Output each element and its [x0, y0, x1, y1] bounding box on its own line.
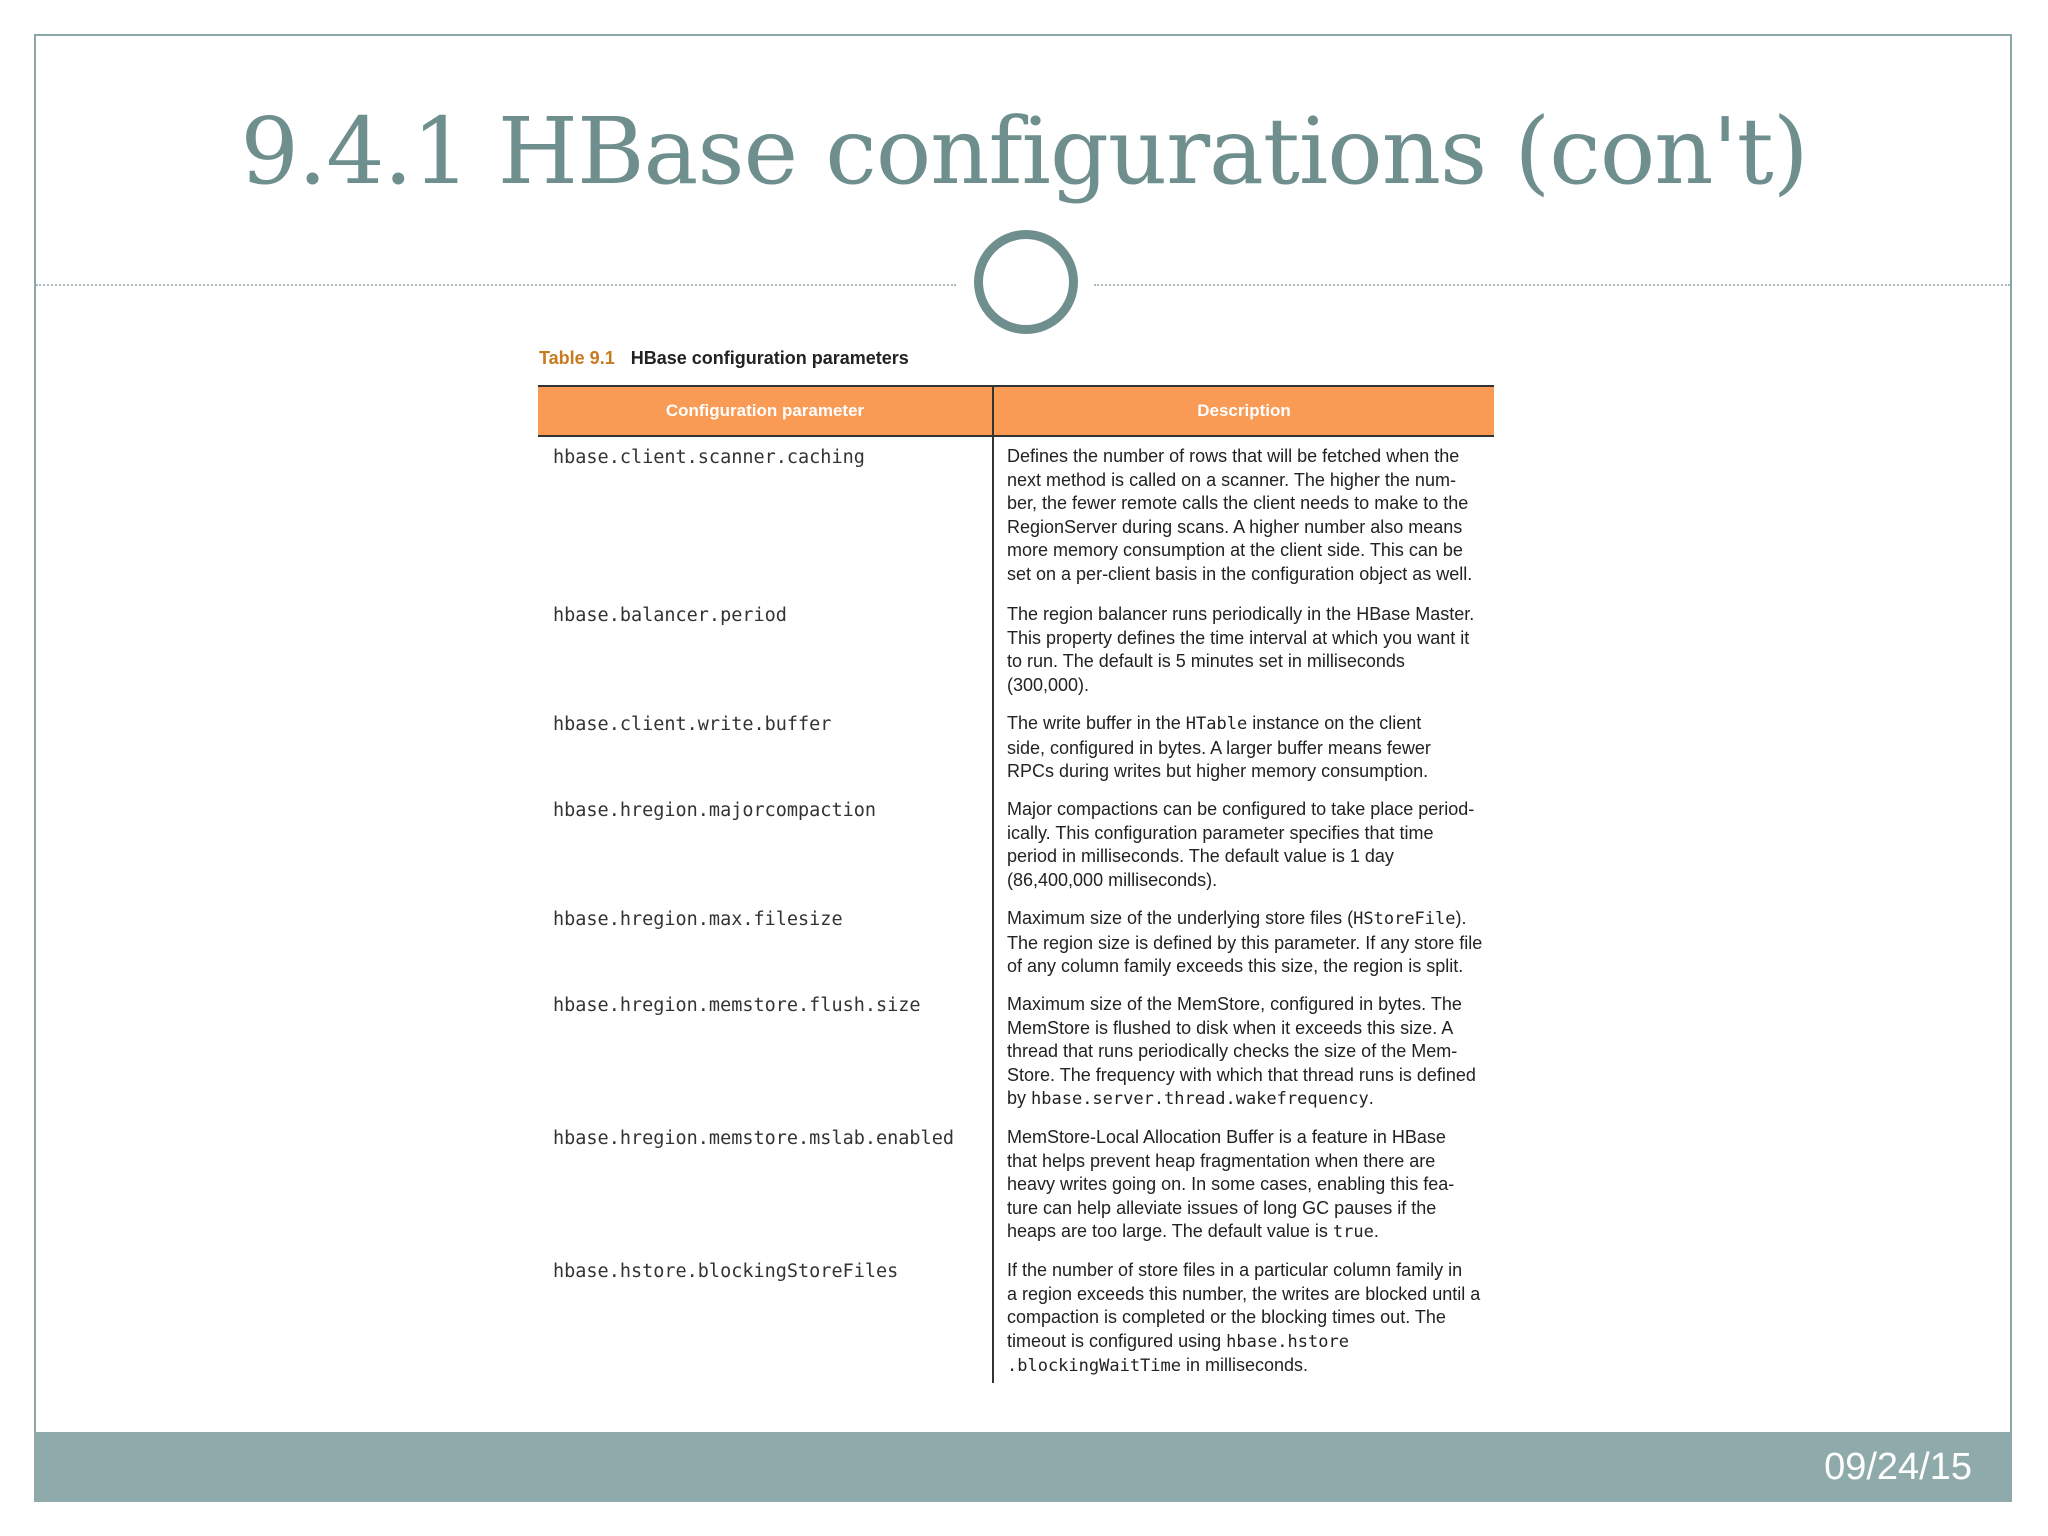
table-body — [538, 437, 1494, 1383]
table-header — [538, 385, 1494, 437]
table-row — [538, 790, 1494, 899]
param-name: hbase.client.write.buffer — [553, 714, 832, 735]
param-description: If the number of store files in a particular column family in a region exceeds this number, the writes are blocked until a compaction is completed or the blocking times out. The timeout is configured using hbase.hstore .blockingWaitTime in milliseconds. — [1007, 1260, 1481, 1377]
param-description: Defines the number of rows that will be fetched when the next method is called on a scanner. The higher the num- ber, the fewer remote calls the client needs to make to the RegionServer during scans. A higher number also means more memory consumption at the client side. This can be set on a per-client basis in the configuration object as well. — [1007, 446, 1473, 584]
table-row — [538, 899, 1494, 985]
table-row — [538, 1118, 1494, 1251]
param-description: The region balancer runs periodically in the HBase Master. This property defines the time interval at which you want it to run. The default is 5 minutes set in milliseconds (300,000). — [1007, 604, 1475, 695]
param-name: hbase.hregion.majorcompaction — [553, 800, 877, 821]
param-description: The write buffer in the HTable instance on the client side, configured in bytes. A larger buffer means fewer RPCs during writes but higher memory consumption. — [1007, 713, 1431, 782]
param-name: hbase.hregion.max.filesize — [553, 909, 843, 930]
param-name: hbase.client.scanner.caching — [553, 447, 865, 468]
config-table — [538, 385, 1494, 1383]
table-row — [538, 1251, 1494, 1383]
param-description: MemStore-Local Allocation Buffer is a feature in HBase that helps prevent heap fragmentation when there are heavy writes going on. In some cases, enabling this fea- ture can help alleviate issues of long GC pauses if the heaps are too large. The default value is true. — [1007, 1127, 1455, 1243]
param-name: hbase.hstore.blockingStoreFiles — [553, 1261, 899, 1282]
param-name: hbase.hregion.memstore.mslab.enabled — [553, 1128, 954, 1149]
param-name: hbase.balancer.period — [553, 605, 787, 626]
param-name: hbase.hregion.memstore.flush.size — [553, 995, 921, 1016]
table-caption-text: HBase configuration parameters — [630, 348, 909, 368]
param-description: Maximum size of the underlying store files (HStoreFile). The region size is defined by this parameter. If any store file of any column family exceeds this size, the region is split. — [1007, 908, 1483, 977]
table-row — [538, 704, 1494, 790]
param-description: Maximum size of the MemStore, configured in bytes. The MemStore is flushed to disk when it exceeds this size. A thread that runs periodically checks the size of the Mem- Store. The frequency with which that thread runs is defined by hbase.server.thread.wakefrequency. — [1007, 994, 1476, 1110]
footer-bar — [34, 1432, 2012, 1502]
header-config-parameter: Configuration parameter — [538, 387, 994, 435]
table-caption-number: Table 9.1 — [539, 348, 615, 368]
title-divider-left — [36, 284, 956, 286]
title-divider-right — [1094, 284, 2010, 286]
header-description: Description — [1197, 401, 1291, 420]
table-row — [538, 437, 1494, 595]
table-row — [538, 985, 1494, 1118]
slide-title: 9.4.1 HBase configurations (con't) — [240, 98, 1808, 205]
ring-ornament — [974, 230, 1078, 334]
slide-date: 09/24/15 — [1824, 1446, 1972, 1488]
param-description: Major compactions can be configured to take place period- ically. This configuration parameter specifies that time period in milliseconds. The default value is 1 day (86,400,000 milliseconds). — [1007, 799, 1475, 890]
table-row — [538, 595, 1494, 704]
table-caption — [539, 348, 909, 369]
